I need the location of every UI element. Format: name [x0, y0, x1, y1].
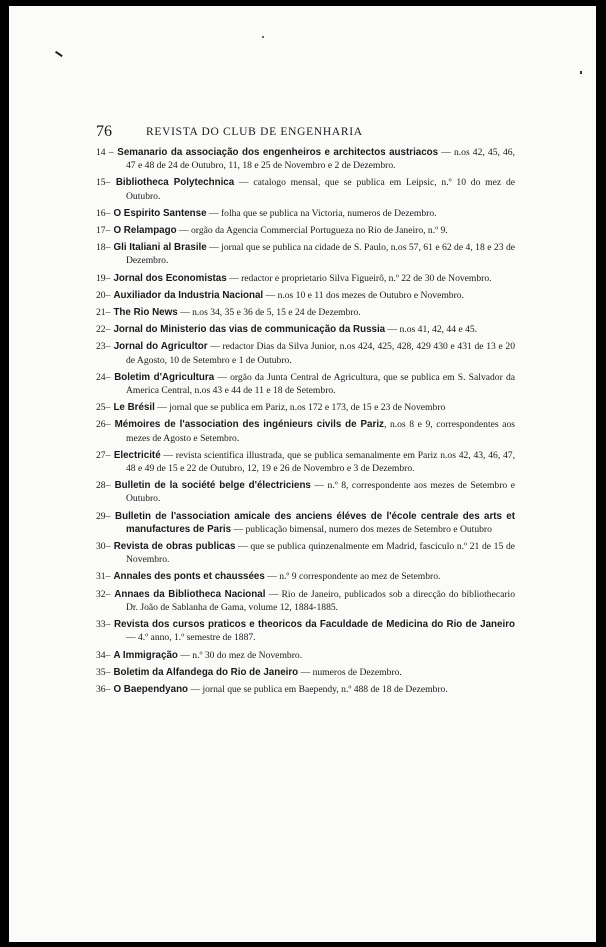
list-item [96, 401, 515, 414]
list-item [96, 588, 515, 614]
list-item [96, 323, 515, 336]
entry-description: — que se publica quinzenalmente em Madrid, fasciculo n.º 21 de 15 de Novembro. [126, 541, 516, 566]
list-item [96, 340, 515, 366]
entry-number: 23– [96, 341, 111, 353]
entry-title: Electricité [113, 449, 161, 461]
list-item [96, 666, 515, 679]
entry-number: 32– [96, 588, 111, 600]
entry-number: 28– [96, 480, 111, 492]
list-item [96, 418, 515, 444]
entry-description: — orgão da Junta Central de Agricultura, que se publica em S. Salvador da America Central, n.os 43 e 44 de 11 e 18 de Setembro. [126, 371, 515, 397]
entry-number: 27– [96, 449, 111, 461]
entry-description: — jornal que se publica em Baependy, n.º 488 de 18 de Dezembro. [188, 683, 448, 695]
entry-description: — n.º 9 correspondente ao mez de Setembro. [264, 571, 441, 583]
entry-title: Annaes da Bibliotheca Nacional [114, 588, 266, 600]
entry-description: — n.os 41, 42, 44 e 45. [385, 324, 478, 336]
entry-description: , n.os 8 e 9, correspondentes aos mezes de Agosto e Setembro. [126, 419, 515, 444]
entry-number: 36– [96, 683, 111, 695]
entry-number: 24– [96, 371, 111, 383]
entry-number: 15– [96, 177, 111, 189]
entry-description: — redactor e proprietario Silva Figueirô, n.º 22 de 30 de Novembro. [226, 272, 492, 284]
list-item [96, 289, 515, 302]
list-item [96, 618, 515, 644]
entry-title: O Relampago [113, 225, 177, 237]
entry-title: O Espirito Santense [113, 207, 207, 219]
list-item [96, 649, 515, 662]
list-item [96, 207, 515, 220]
entry-title: Le Brésil [113, 402, 155, 414]
page-header [96, 123, 516, 143]
list-item [96, 479, 515, 505]
list-item [96, 540, 515, 566]
entry-description: — catalogo mensal, que se publica em Leipsic, n.º 10 do mez de Outubro. [126, 177, 515, 202]
entry-number: 17– [96, 225, 111, 237]
entry-title: Revista de obras publicas [113, 541, 236, 553]
entry-description: — folha que se publica na Victoria, numeros de Dezembro. [206, 207, 437, 219]
entry-description: — orgão da Agencia Commercial Portugueza no Rio de Janeiro, n.º 9. [176, 225, 448, 237]
entry-description: — 4.º anno, 1.º semestre de 1887. [126, 632, 256, 644]
entry-description: — Rio de Janeiro, publicados sob a direcção do bibliothecario Dr. João de Sablanha de Gama, volume 12, 1884-1885. [126, 588, 515, 613]
entry-number: 16– [96, 207, 111, 219]
entry-number: 18– [96, 242, 111, 254]
entry-title: The Rio News [113, 307, 178, 319]
entry-title: Bulletin de la société belge d'électriciens [114, 480, 311, 492]
entry-number: 25– [96, 402, 111, 414]
entry-description: — n.os 42, 45, 46, 47 e 48 de 24 de Outubro, 11, 18 e 25 de Novembro e 2 de Dezembro. [126, 147, 515, 172]
entry-title: A Immigração [113, 649, 178, 661]
entry-title: Revista dos cursos praticos e theoricos da Faculdade de Medicina do Rio de Janeiro [113, 619, 515, 631]
entry-description: — redactor Dias da Silva Junior, n.os 424, 425, 428, 429 430 e 431 de 13 e 20 de Agosto, 10 de Setembro e 1 de Outubro. [126, 341, 515, 366]
entry-number: 26– [96, 419, 111, 431]
list-item [96, 224, 515, 237]
entry-title: Gli Italiani al Brasile [113, 242, 207, 254]
entry-title: Jornal do Agricultor [113, 341, 208, 353]
entry-title: Bulletin de l'association amicale des anciens éléves de l'école centrale des arts et manufactures de Paris [115, 510, 515, 535]
list-item [96, 683, 515, 696]
page-number: 76 [96, 123, 112, 140]
list-item [96, 176, 515, 202]
list-item [96, 371, 515, 397]
entry-title: Jornal do Ministerio das vias de communicação da Russia [113, 324, 386, 336]
list-item [96, 570, 515, 583]
entry-title: Bibliotheca Polytechnica [115, 177, 235, 189]
entry-title: Boletim da Alfandega do Rio de Janeiro [113, 666, 299, 678]
document-page [9, 6, 596, 942]
entry-number: 35– [96, 666, 111, 678]
entry-title: Jornal dos Economistas [113, 272, 227, 284]
entry-description: — publicação bimensal, numero dos mezes de Setembro e Outubro [231, 523, 492, 535]
entry-title: Auxiliador da Industria Nacional [113, 289, 264, 301]
entry-title: Annales des ponts et chaussées [113, 571, 265, 583]
entry-description: — jornal que se publica na cidade de S. Paulo, n.os 57, 61 e 62 de 4, 18 e 23 de Dezembro. [126, 242, 515, 267]
entry-description: — numeros de Dezembro. [298, 666, 402, 678]
publication-list [96, 146, 515, 700]
entry-description: — n.os 34, 35 e 36 de 5, 15 e 24 de Dezembro. [177, 307, 361, 319]
entry-description: — n.º 30 do mez de Novembro. [177, 649, 303, 661]
entry-number: 33– [96, 619, 111, 631]
page-speck [55, 51, 62, 57]
running-title: REVISTA DO CLUB DE ENGENHARIA [146, 126, 363, 138]
entry-description: — n.º 8, correspondente aos mezes de Setembro e Outubro. [126, 480, 515, 505]
list-item [96, 449, 515, 475]
entry-description: — revista scientifica illustrada, que se publica semanalmente em Pariz n.os 42, 43, 46, 47, 48 e 49 de 15 e 22 de Outubro, 12, 19 e 26 de Novembro e 3 de Dezembro. [126, 449, 515, 475]
entry-title: Mémoires de l'association des ingénieurs civils de Pariz [114, 419, 384, 431]
entry-number: 22– [96, 324, 111, 336]
list-item [96, 510, 515, 536]
entry-description: — jornal que se publica em Pariz, n.os 172 e 173, de 15 e 23 de Novembro [154, 402, 446, 414]
entry-number: 19– [96, 272, 111, 284]
entry-title: Boletim d'Agricultura [114, 371, 215, 383]
entry-number: 20– [96, 289, 111, 301]
list-item [96, 241, 515, 267]
entry-number: 31– [96, 571, 111, 583]
list-item [96, 306, 515, 319]
page-speck [262, 36, 264, 38]
entry-number: 29– [96, 510, 111, 522]
entry-number: 34– [96, 649, 111, 661]
entry-number: 21– [96, 307, 111, 319]
entry-title: Semanario da associação dos engenheiros e architectos austriacos [117, 147, 439, 158]
page-speck [580, 71, 582, 74]
entry-description: — n.os 10 e 11 dos mezes de Outubro e Novembro. [263, 289, 464, 301]
entry-title: O Baependyano [113, 683, 189, 695]
list-item [96, 272, 515, 285]
list-item [96, 146, 515, 172]
entry-number: 30– [96, 541, 111, 553]
entry-number: 14 – [96, 147, 114, 158]
